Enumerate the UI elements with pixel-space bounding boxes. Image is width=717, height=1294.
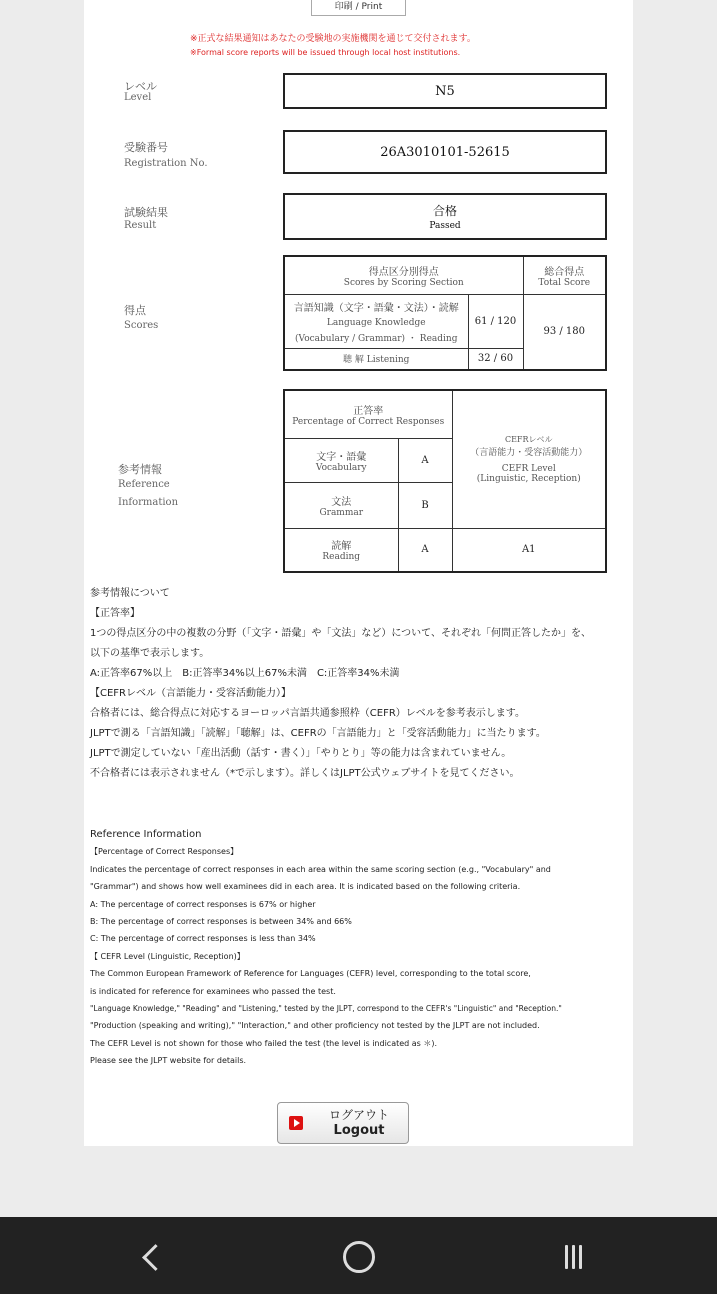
cefr-header <box>452 390 606 528</box>
ref-en-line: 【 CEFR Level (Linguistic, Reception)】 <box>90 951 245 961</box>
row1-en1: Language Knowledge <box>326 317 426 328</box>
row1-en2: (Vocabulary / Grammar) ・ Reading <box>295 333 458 344</box>
logout-label-en: Logout <box>333 1123 385 1138</box>
pct-header <box>284 390 452 438</box>
ref-en-line: Please see the JLPT website for details. <box>90 1056 247 1066</box>
print-button[interactable]: 印刷 / Print <box>311 0 406 16</box>
section-header <box>284 256 523 294</box>
pct-header-jp: 正答率 <box>353 405 384 417</box>
result-value-box <box>283 193 607 240</box>
ref-jp-line: 参考情報について <box>90 588 170 599</box>
grammar-jp: 文法 <box>331 496 352 508</box>
ref-jp-line: 不合格者には表示されません（*で示します）。詳しくはJLPT公式ウェブサイトを見てください。 <box>90 768 520 779</box>
ref-jp-line: JLPTで測る「言語知識」「読解」「聴解」は、CEFRの「言語能力」と「受容活動能力」に当たります。 <box>90 728 546 739</box>
logout-button[interactable] <box>277 1102 409 1144</box>
reading-en: Reading <box>322 552 361 563</box>
grammar-en: Grammar <box>319 507 364 518</box>
ref-jp-line: 合格者には、総合得点に対応するヨーロッパ言語共通参照枠（CEFR）レベルを参考表示します。 <box>90 708 526 719</box>
total-header-en: Total Score <box>538 277 591 288</box>
ref-en-line: B: The percentage of correct responses is between 34% and 66% <box>90 916 352 926</box>
row2-jp: 聴 解 <box>343 355 364 366</box>
row1-jp: 言語知識（文字・語彙・文法）・読解 <box>293 302 459 314</box>
registration-value: 26A3010101-52615 <box>380 144 510 160</box>
ref-en-line: "Language Knowledge," "Reading" and "Listening," tested by the JLPT, correspond to the CEFR's "Linguistic" and "Reception." <box>90 1003 562 1013</box>
cefr-header-jp1: CEFRレベル <box>504 435 553 445</box>
level-label-en: Level <box>124 92 152 103</box>
cefr-header-en1: CEFR Level <box>501 464 556 475</box>
ref-en-line: A: The percentage of correct responses is 67% or higher <box>90 899 316 909</box>
logout-label <box>329 1108 389 1138</box>
system-navigation-bar <box>0 1217 717 1294</box>
reference-notes-jp <box>90 584 630 784</box>
ref-jp-line: 【CEFRレベル（言語能力・受容活動能力）】 <box>90 688 292 699</box>
listening-score: 32 / 60 <box>468 348 523 370</box>
cefr-level-value: A1 <box>452 528 606 572</box>
ref-jp-line: A:正答率67%以上 B:正答率34%以上67%未満 C:正答率34%未満 <box>90 668 400 679</box>
section-header-en: Scores by Scoring Section <box>343 277 464 288</box>
ref-en-line: Reference Information <box>90 829 202 840</box>
language-knowledge-reading-cell <box>284 294 468 348</box>
reading-grade: A <box>398 528 452 572</box>
grammar-cell <box>284 482 398 528</box>
ref-jp-line: 【正答率】 <box>90 608 140 619</box>
ref-jp-line: 以下の基準で表示します。 <box>90 648 210 659</box>
ref-en-line: Indicates the percentage of correct responses in each area within the same scoring section (e.g., "Vocabulary" and <box>90 864 551 874</box>
recent-apps-icon[interactable] <box>553 1237 593 1277</box>
cefr-header-jp2: （言語能力・受容活動能力） <box>470 448 588 459</box>
total-header-jp: 総合得点 <box>544 266 585 278</box>
reference-label-jp: 参考情報 <box>118 463 162 476</box>
scores-label-jp: 得点 <box>124 304 146 317</box>
ref-en-line: "Production (speaking and writing)," "Interaction," and other proficiency not tested by the JLPT are not included. <box>90 1021 540 1031</box>
ref-en-line: "Grammar") and shows how well examinees did in each area. It is indicated based on the following criteria. <box>90 882 521 892</box>
vocab-en: Vocabulary <box>315 462 367 473</box>
result-label-jp: 試験結果 <box>124 206 168 219</box>
scores-label-en: Scores <box>124 320 159 331</box>
back-icon[interactable] <box>131 1237 171 1277</box>
ref-jp-line: 1つの得点区分の中の複数の分野（「文字・語彙」や「文法」など）について、それぞれ「何問正答したか」を、 <box>90 628 591 639</box>
level-label-jp: レベル <box>124 80 157 93</box>
registration-label-en: Registration No. <box>124 158 208 169</box>
reference-label-en2: Information <box>118 497 179 508</box>
level-value: N5 <box>435 83 455 99</box>
scores-table <box>283 255 607 371</box>
language-knowledge-score: 61 / 120 <box>468 294 523 348</box>
ref-en-line: The Common European Framework of Reference for Languages (CEFR) level, corresponding to the total score, <box>90 969 531 979</box>
cefr-header-en2: (Linguistic, Reception) <box>476 474 581 485</box>
ref-en-line: The CEFR Level is not shown for those who failed the test (the level is indicated as ＊). <box>90 1038 438 1048</box>
registration-label-jp: 受験番号 <box>124 141 168 154</box>
ref-en-line: C: The percentage of correct responses is less than 34% <box>90 934 316 944</box>
reference-table <box>283 389 607 573</box>
logout-label-jp: ログアウト <box>329 1108 390 1122</box>
total-header <box>523 256 606 294</box>
logout-icon <box>289 1116 303 1130</box>
reference-label-en1: Reference <box>118 479 170 490</box>
total-score: 93 / 180 <box>523 294 606 370</box>
vocabulary-cell <box>284 438 398 482</box>
vocabulary-grade: A <box>398 438 452 482</box>
result-value-jp: 合格 <box>432 204 457 218</box>
reading-jp: 読解 <box>331 541 352 553</box>
result-value-en: Passed <box>429 221 461 231</box>
ref-jp-line: JLPTで測定していない「産出活動（話す・書く）」「やりとり」等の能力は含まれていません。 <box>90 748 512 759</box>
ref-en-line: is indicated for reference for examinees who passed the test. <box>90 986 336 996</box>
listening-cell <box>284 348 468 370</box>
home-icon[interactable] <box>339 1237 379 1277</box>
ref-en-line: 【Percentage of Correct Responses】 <box>90 847 239 857</box>
registration-value-box <box>283 130 607 174</box>
result-label-en: Result <box>124 220 157 231</box>
notice-jp: ※正式な結果通知はあなたの受験地の実施機関を通じて交付されます。 <box>190 34 476 44</box>
reference-notes-en <box>90 826 630 1069</box>
pct-header-en: Percentage of Correct Responses <box>292 416 445 427</box>
reading-cell <box>284 528 398 572</box>
level-value-box <box>283 73 607 109</box>
notice-en: ※Formal score reports will be issued through local host institutions. <box>190 48 461 57</box>
section-header-jp: 得点区分別得点 <box>368 266 439 278</box>
vocab-jp: 文字・語彙 <box>316 451 367 463</box>
grammar-grade: B <box>398 482 452 528</box>
row2-en: Listening <box>366 355 410 366</box>
